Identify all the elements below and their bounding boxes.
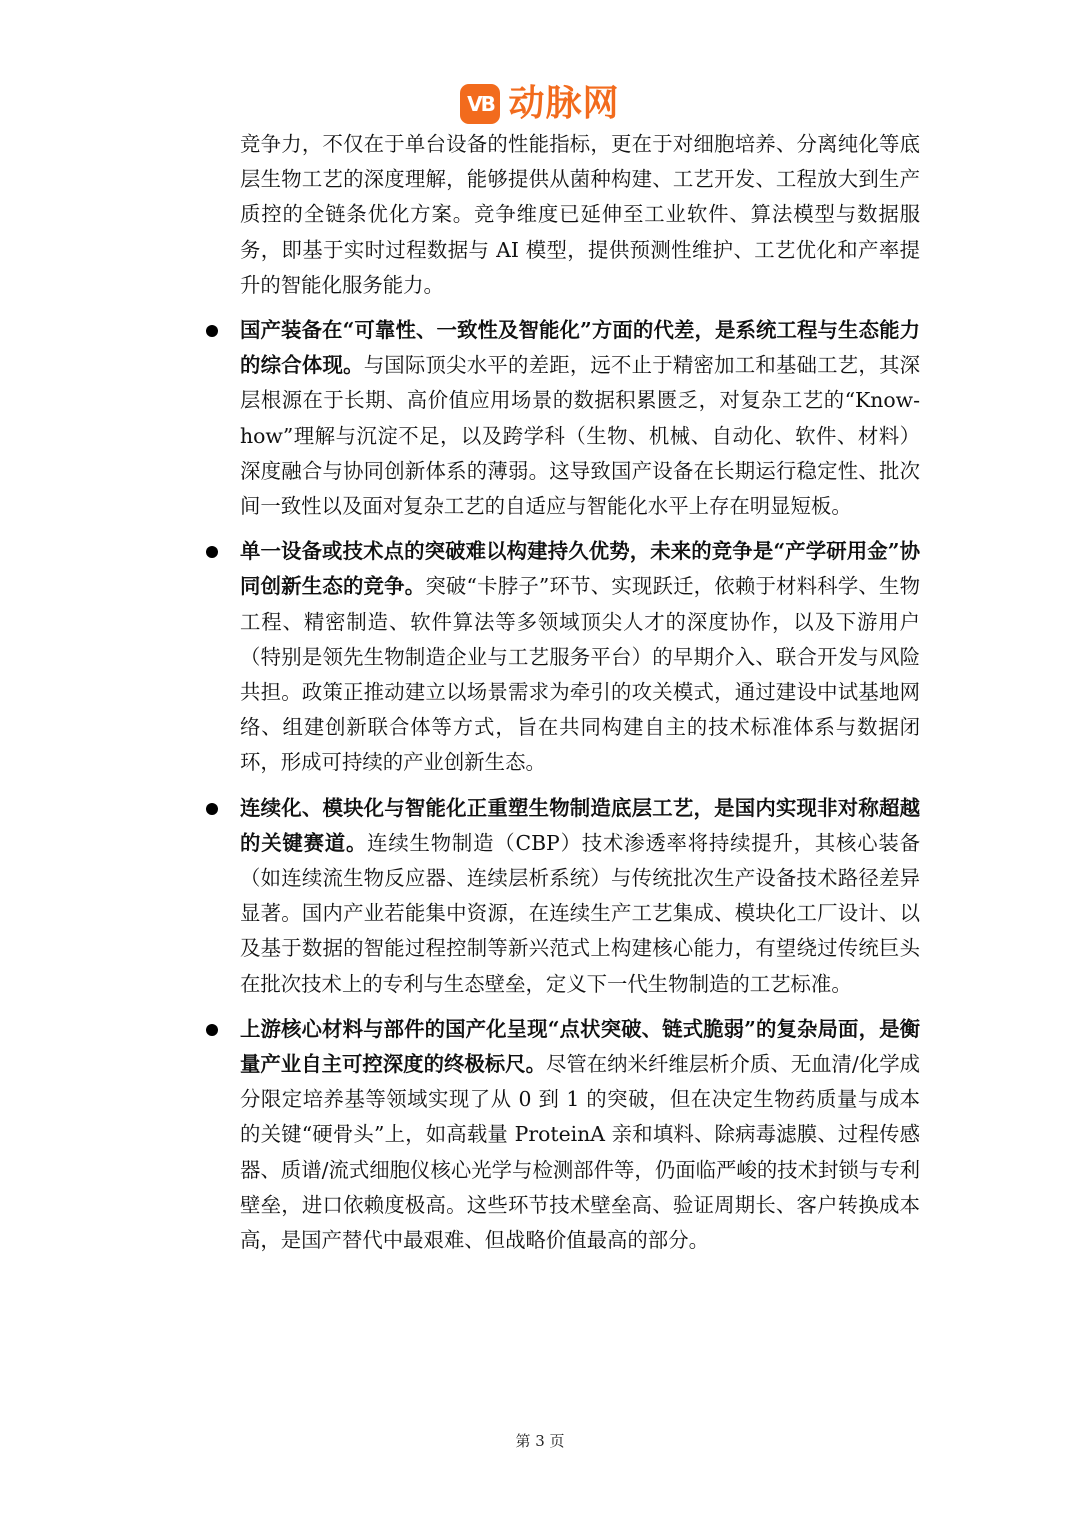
brand-logo-icon: VB bbox=[460, 84, 500, 124]
bullet-lead: 国产装备在“可靠性、一致性及智能化”方面的代差，是系统工程与生态能力的综合体现。 bbox=[240, 318, 920, 378]
bullet-item-3 bbox=[240, 791, 920, 1002]
bullet-lead: 上游核心材料与部件的国产化呈现“点状突破、链式脆弱”的复杂局面，是衡量产业自主可控深度的终极标尺。 bbox=[240, 1016, 920, 1077]
bullet-body: 尽管在纳米纤维层析介质、无血清/化学成分限定培养基等领域实现了从 0 到 1 的突破，但在决定生物药质量与成本的关键“硬骨头”上，如高载量 ProteinA 亲和填料、除病毒滤膜、过程传感器、质谱/流式细胞仪核心光学与检测部件等，仍面临严峻的技术封锁与专利壁垒，进口依赖度极高。这些环节技术壁垒高、验证周期长、客户转换成本高，是国产替代中最艰难、但战略价值最高的部分。 bbox=[240, 1052, 920, 1253]
bullet-body: 与国际顶尖水平的差距，远不止于精密加工和基础工艺，其深层根源在于长期、高价值应用场景的数据积累匮乏，对复杂工艺的“Know-how”理解与沉淀不足，以及跨学科（生物、机械、自动化、软件、材料）深度融合与协同创新体系的薄弱。这导致国产设备在长期运行稳定性、批次间一致性以及面对复杂工艺的自适应与智能化水平上存在明显短板。 bbox=[240, 353, 921, 519]
bullet-item-2 bbox=[240, 534, 920, 780]
bullet-item-4 bbox=[240, 1012, 920, 1258]
bullet-paragraph bbox=[240, 534, 920, 780]
bullet-dot-icon bbox=[206, 546, 218, 558]
intro-paragraph: 竞争力，不仅在于单台设备的性能指标，更在于对细胞培养、分离纯化等底层生物工艺的深度理解，能够提供从菌种构建、工艺开发、工程放大到生产质控的全链条优化方案。竞争维度已延伸至工业软件、算法模型与数据服务，即基于实时过程数据与 AI 模型，提供预测性维护、工艺优化和产率提升的智能化服务能力。 bbox=[240, 132, 920, 297]
brand-logo bbox=[0, 78, 1080, 130]
bullet-dot-icon bbox=[206, 325, 218, 337]
bullet-paragraph bbox=[240, 313, 920, 524]
bullet-body: 连续生物制造（CBP）技术渗透率将持续提升，其核心装备（如连续流生物反应器、连续层析系统）与传统批次生产设备技术路径差异显著。国内产业若能集中资源，在连续生产工艺集成、模块化工厂设计、以及基于数据的智能过程控制等新兴范式上构建核心能力，有望绕过传统巨头在批次技术上的专利与生态壁垒，定义下一代生物制造的工艺标准。 bbox=[240, 830, 920, 996]
bullet-lead: 单一设备或技术点的突破难以构建持久优势，未来的竞争是“产学研用金”协同创新生态的竞争。 bbox=[240, 539, 920, 599]
bullet-paragraph bbox=[240, 1012, 920, 1258]
page-number: 第 3 页 bbox=[515, 1432, 565, 1450]
bullet-item-1 bbox=[240, 313, 920, 524]
bullet-lead: 连续化、模块化与智能化正重塑生物制造底层工艺，是国内实现非对称超越的关键赛道。 bbox=[240, 795, 920, 855]
document-body bbox=[240, 127, 920, 1258]
bullet-paragraph bbox=[240, 791, 920, 1002]
brand-name: 动脉网 bbox=[508, 83, 620, 124]
bullet-dot-icon bbox=[206, 803, 218, 815]
bullet-dot-icon bbox=[206, 1024, 218, 1036]
bullet-body: 突破“卡脖子”环节、实现跃迁，依赖于材料科学、生物工程、精密制造、软件算法等多领域顶尖人才的深度协作，以及下游用户（特别是领先生物制造企业与工艺服务平台）的早期介入、联合开发与风险共担。政策正推动建立以场景需求为牵引的攻关模式，通过建设中试基地网络、组建创新联合体等方式，旨在共同构建自主的技术标准体系与数据闭环，形成可持续的产业创新生态。 bbox=[240, 574, 920, 775]
